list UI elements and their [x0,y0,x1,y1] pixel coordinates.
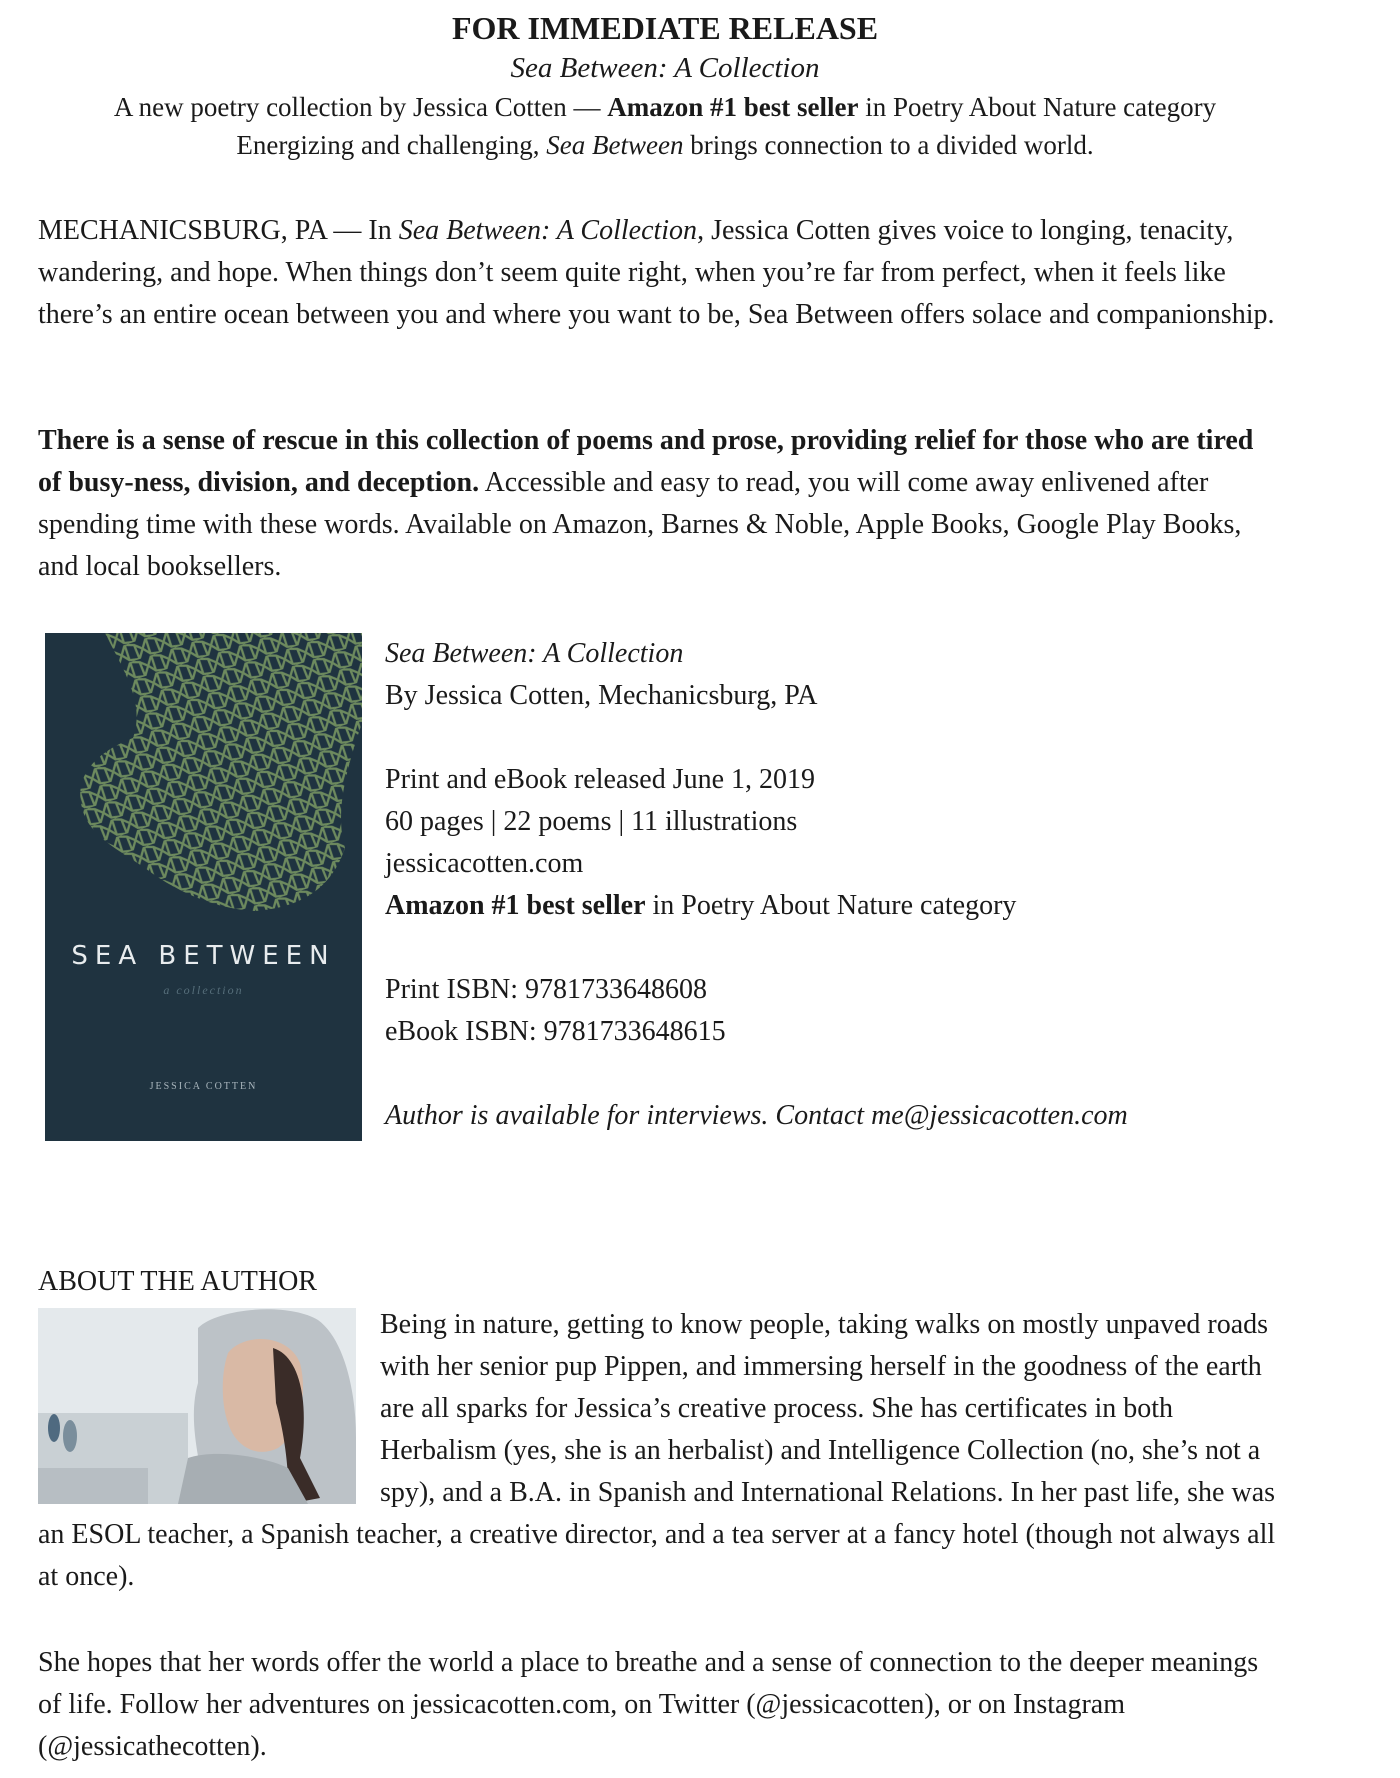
tagline-2-italic: Sea Between [546,130,684,160]
details-byline: By Jessica Cotten, Mechanicsburg, PA [385,680,818,711]
details-stats: 60 pages | 22 poems | 11 illustrations [385,806,798,837]
about-paragraph-2 [38,1642,1278,1768]
about-text-2: She hopes that her words offer the world a place to breathe and a sense of connection to the deeper meanings of life. Follow her adventures on jessicacotten.com, on Twitter (@jessicacotten), or on Instagram (@jessicathecotten). [38,1647,1259,1762]
header-tagline-1 [0,88,1330,126]
tagline-1-bestseller: Amazon #1 best seller [607,92,859,122]
cover-leaf-pattern [45,633,362,1141]
about-paragraph-1 [38,1304,1293,1598]
release-label: FOR IMMEDIATE RELEASE [451,10,879,46]
cover-subtitle: a collection [163,983,244,997]
header-book-title: Sea Between: A Collection [510,52,820,84]
intro-text: , Jessica Cotten gives voice to longing, tenacity, wandering, and hope. When things don’t seem quite right, when you’re far from perfect, when it feels like there’s an entire ocean between you and where you want to be, Sea Between offers solace and companionship. [38,215,1275,330]
rescue-text: Accessible and easy to read, you will come away enlivened after spending time with these words. Available on Amazon, Barnes & Noble, Apple Books, Google Play Books, and local booksellers. [38,467,1242,582]
intro-dateline: MECHANICSBURG, PA — In [38,215,399,246]
book-details [385,633,1128,1137]
details-contact: Author is available for interviews. Contact me@jessicacotten.com [385,1100,1128,1131]
tagline-1-pre: A new poetry collection by Jessica Cotten — [113,92,608,122]
rescue-bold-text: There is a sense of rescue in this collection of poems and prose, providing relief for those who are tired of busy-ness, division, and deception. [38,425,1254,498]
header-tagline-2 [0,126,1330,164]
intro-paragraph [38,210,1278,336]
cover-title: SEA BETWEEN [71,941,336,971]
details-release-date: Print and eBook released June 1, 2019 [385,764,816,795]
tagline-2-post: brings connection to a divided world. [683,130,1094,160]
book-cover [45,633,362,1141]
about-text-1: Being in nature, getting to know people, taking walks on mostly unpaved roads with her senior pup Pippen, and immersing herself in the goodness of the earth are all sparks for Jessica’s creative process. She has certificates in both Herbalism (yes, she is an herbalist) and Intelligence Collection (no, she’s not a spy), and a B.A. in Spanish and International Relations. In her past life, she was an ESOL teacher, a Spanish teacher, a creative director, and a tea server at a fancy hotel (though not always all at once). [38,1309,1276,1592]
cover-author: JESSICA COTTEN [149,1081,258,1092]
tagline-2-pre: Energizing and challenging, [236,130,547,160]
tagline-1-post: in Poetry About Nature category [858,92,1217,122]
details-bestseller-rest: in Poetry About Nature category [645,890,1017,921]
intro-book-title: Sea Between: A Collection [398,215,698,246]
rescue-paragraph [38,420,1278,588]
about-heading: ABOUT THE AUTHOR [38,1266,317,1297]
details-bestseller-bold: Amazon #1 best seller [385,890,646,921]
details-bestseller [385,885,1128,927]
details-website[interactable]: jessicacotten.com [385,848,584,879]
details-title: Sea Between: A Collection [385,638,684,669]
details-ebook-isbn: eBook ISBN: 9781733648615 [385,1016,726,1047]
details-print-isbn: Print ISBN: 9781733648608 [385,974,708,1005]
release-header [0,10,1330,164]
